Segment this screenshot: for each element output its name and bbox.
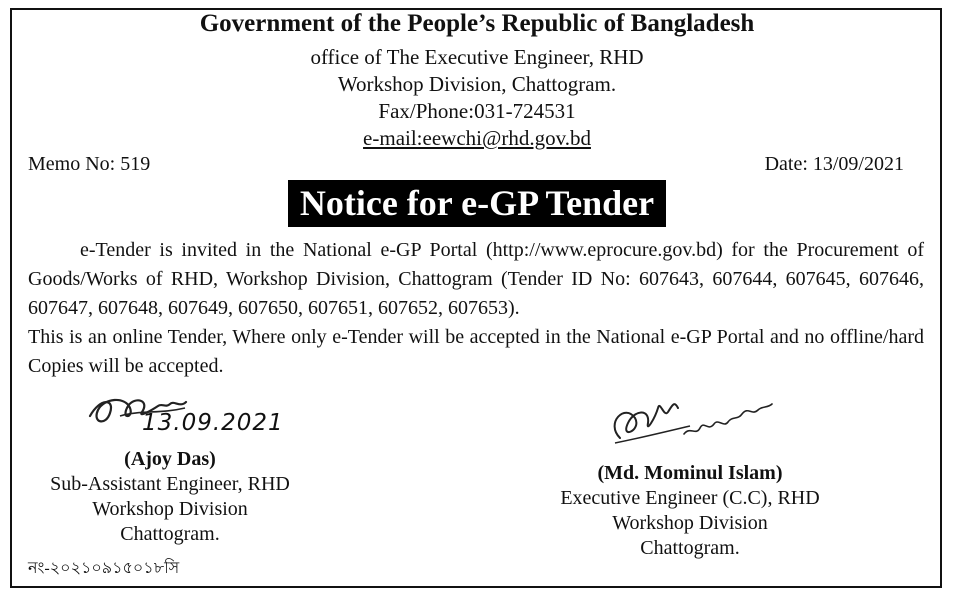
email-line	[0, 126, 954, 151]
fax-phone: Fax/Phone:031-724531	[378, 99, 576, 123]
notice-heading	[0, 180, 954, 227]
left-signatory-designation: Sub-Assistant Engineer, RHD	[50, 473, 290, 495]
right-signatory-location: Chattogram.	[640, 537, 740, 559]
right-signatory-block	[540, 461, 840, 561]
notice-date: Date: 13/09/2021	[764, 153, 904, 175]
tender-paragraph: e-Tender is invited in the National e-GP Portal (http://www.eprocure.gov.bd) for the Procurement of Goods/Works of RHD, Workshop Division, Chattogram (Tender ID No: 607643, 607644, 607645, 607646, 607647, 607648, 607649, 607650, 607651, 607652, 607653).	[28, 239, 924, 319]
right-signatory-division: Workshop Division	[612, 512, 768, 534]
left-signatory-location: Chattogram.	[120, 523, 220, 545]
reference-number: নং-২০২১০৯১৫০১৮সি	[28, 560, 180, 577]
left-signatory-division: Workshop Division	[92, 498, 248, 520]
office-name: office of The Executive Engineer, RHD	[310, 45, 644, 69]
notice-body	[28, 236, 924, 381]
memo-number: Memo No: 519	[28, 153, 151, 175]
left-signatory-name: (Ajoy Das)	[124, 448, 216, 470]
right-signature-scribble	[600, 378, 800, 458]
left-signatory-block	[20, 447, 320, 547]
signature-date: 13.09.2021	[142, 410, 284, 436]
left-signature	[80, 388, 284, 453]
right-signature	[600, 378, 800, 463]
email-address: e-mail:eewchi@rhd.gov.bd	[363, 126, 591, 150]
notice-title: Notice for e-GP Tender	[288, 180, 666, 227]
government-title: Government of the People’s Republic of Bangladesh	[199, 10, 755, 37]
division-name: Workshop Division, Chattogram.	[337, 72, 617, 96]
online-tender-paragraph: This is an online Tender, Where only e-Tender will be accepted in the National e-GP Portal and no offline/hard Copies will be accepted.	[28, 326, 924, 377]
right-signatory-designation: Executive Engineer (C.C), RHD	[560, 487, 820, 509]
right-signatory-name: (Md. Mominul Islam)	[597, 462, 783, 484]
